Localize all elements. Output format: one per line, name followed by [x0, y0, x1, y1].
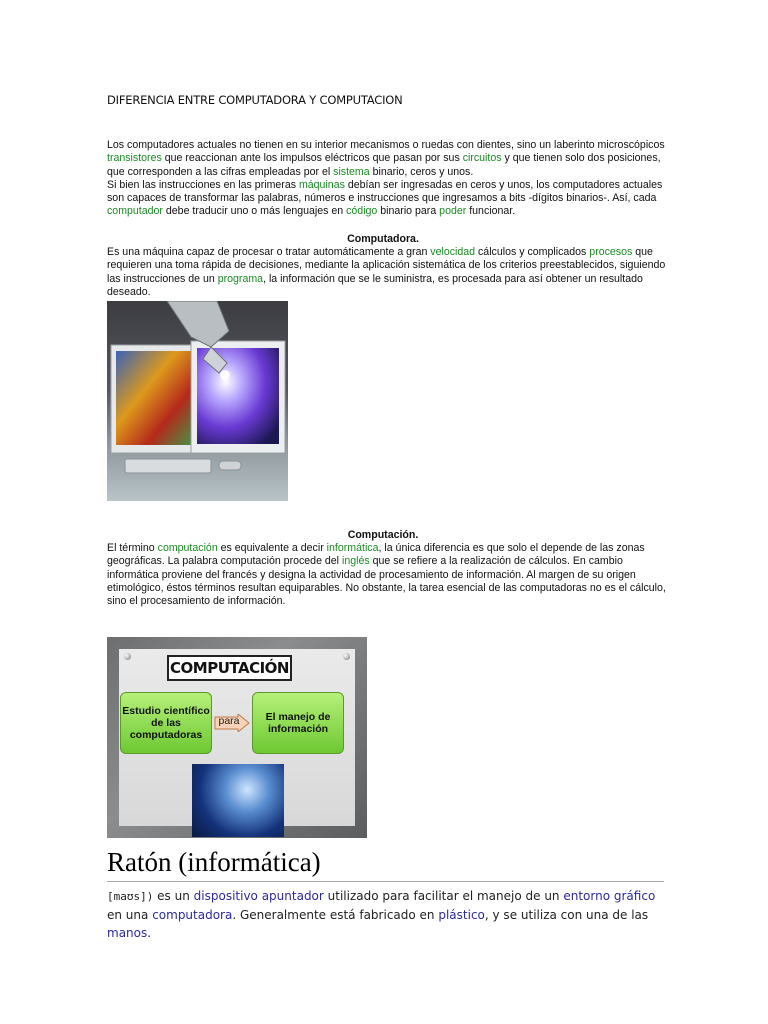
- computadora-paragraph: [107, 246, 667, 299]
- text-run: debían ser ingresadas en ceros y unos, los computadores actuales son capaces de transformar las palabras, números e instrucciones que ingresamos a bits -dígitos binarios-. Así, cada: [107, 178, 663, 205]
- diagram-arrow-label: para: [218, 715, 240, 727]
- text-run: debe traducir uno o más lenguajes en: [162, 205, 347, 218]
- diagram-left-box: Estudio científico de las computadoras: [120, 692, 212, 754]
- link-maquinas[interactable]: máquinas: [298, 178, 345, 191]
- link-procesos[interactable]: procesos: [589, 246, 633, 258]
- diagram-title: COMPUTACIÓN: [167, 655, 292, 681]
- text-run: , la información que se le suministra, es procesada para así obtener un resultado deseado.: [107, 272, 643, 298]
- heading-divider: [107, 881, 664, 882]
- text-run: en una: [107, 908, 153, 922]
- link-computador[interactable]: computador: [107, 205, 163, 218]
- link-informatica[interactable]: informática: [326, 542, 379, 554]
- wiki-heading: Ratón (informática): [107, 847, 321, 877]
- text-run: utilizado para facilitar el manejo de un: [323, 889, 564, 903]
- link-velocidad[interactable]: velocidad: [430, 246, 476, 258]
- intro-paragraph: [107, 139, 667, 219]
- ipa-pronunciation: [maʊs]): [107, 890, 154, 903]
- wiki-paragraph: [107, 887, 667, 942]
- text-run: binario, ceros y unos.: [369, 165, 474, 178]
- keyboard: [125, 459, 211, 473]
- text-run: cálculos y complicados: [475, 246, 590, 258]
- pin-icon: [124, 653, 131, 660]
- link-plastico[interactable]: plástico: [438, 908, 485, 922]
- text-run: , la única diferencia es que solo el depende de las zonas geográficas. La palabra computación procede del: [107, 542, 645, 568]
- text-run: .: [147, 926, 152, 940]
- computacion-paragraph: [107, 542, 667, 608]
- page-title: DIFERENCIA ENTRE COMPUTADORA Y COMPUTACION: [107, 93, 403, 107]
- pin-icon: [343, 653, 350, 660]
- computadora-heading: Computadora.: [347, 233, 419, 245]
- link-dispositivo-apuntador[interactable]: dispositivo apuntador: [193, 889, 324, 903]
- robot-arm: [167, 301, 229, 347]
- left-screen-art: [116, 351, 192, 445]
- link-manos[interactable]: manos: [107, 926, 148, 940]
- text-run: funcionar.: [466, 205, 516, 218]
- robot-computer-image: [107, 301, 288, 501]
- computacion-heading: Computación.: [347, 529, 419, 541]
- link-entorno-grafico[interactable]: entorno gráfico: [563, 889, 656, 903]
- text-run: . Generalmente está fabricado en: [232, 908, 439, 922]
- mouse: [219, 461, 241, 470]
- text-run: es un: [153, 889, 194, 903]
- text-run: Los computadores actuales no tienen en su interior mecanismos o ruedas con dientes, sino un laberinto microscópicos: [107, 139, 665, 151]
- computacion-diagram: [107, 637, 367, 838]
- text-run: Es una máquina capaz de procesar o tratar automáticamente a gran: [107, 246, 431, 258]
- text-run: y que tienen solo dos posiciones, que corresponden a las cifras empleadas por el: [107, 152, 661, 178]
- link-poder[interactable]: poder: [439, 205, 467, 218]
- glow: [220, 370, 230, 380]
- text-run: que requieren una toma rápida de decisiones, mediante la aplicación sistemática de los criterios preestablecidos, siguiendo las instrucciones de un: [107, 246, 666, 285]
- text-run: que se refiere a la realización de cálculos. En cambio informática proviene del francés y designa la actividad de procesamiento de información. Al margen de su origen etimológico, éstos términos resultan equiparables. No obstante, la tarea esencial de las computadoras no es el cálculo, sino el procesamiento de información.: [107, 555, 666, 608]
- text-run: que reaccionan ante los impulsos eléctricos que pasan por sus: [161, 152, 463, 165]
- link-ingles[interactable]: inglés: [341, 555, 370, 568]
- link-circuitos[interactable]: circuitos: [462, 152, 502, 165]
- text-run: Si bien las instrucciones en las primeras: [107, 178, 299, 191]
- text-run: , y se utiliza con una de las: [484, 908, 649, 922]
- link-programa[interactable]: programa: [217, 272, 264, 285]
- link-codigo[interactable]: código: [346, 205, 378, 218]
- globe-image: [192, 764, 284, 837]
- text-run: El término: [107, 542, 158, 554]
- link-computacion[interactable]: computación: [157, 542, 218, 554]
- link-sistema[interactable]: sistema: [333, 165, 370, 178]
- link-transistores[interactable]: transistores: [107, 152, 162, 165]
- link-computadora[interactable]: computadora: [152, 908, 233, 922]
- text-run: es equivalente a decir: [217, 542, 327, 554]
- diagram-right-box: El manejo de información: [252, 692, 344, 754]
- text-run: binario para: [377, 205, 440, 218]
